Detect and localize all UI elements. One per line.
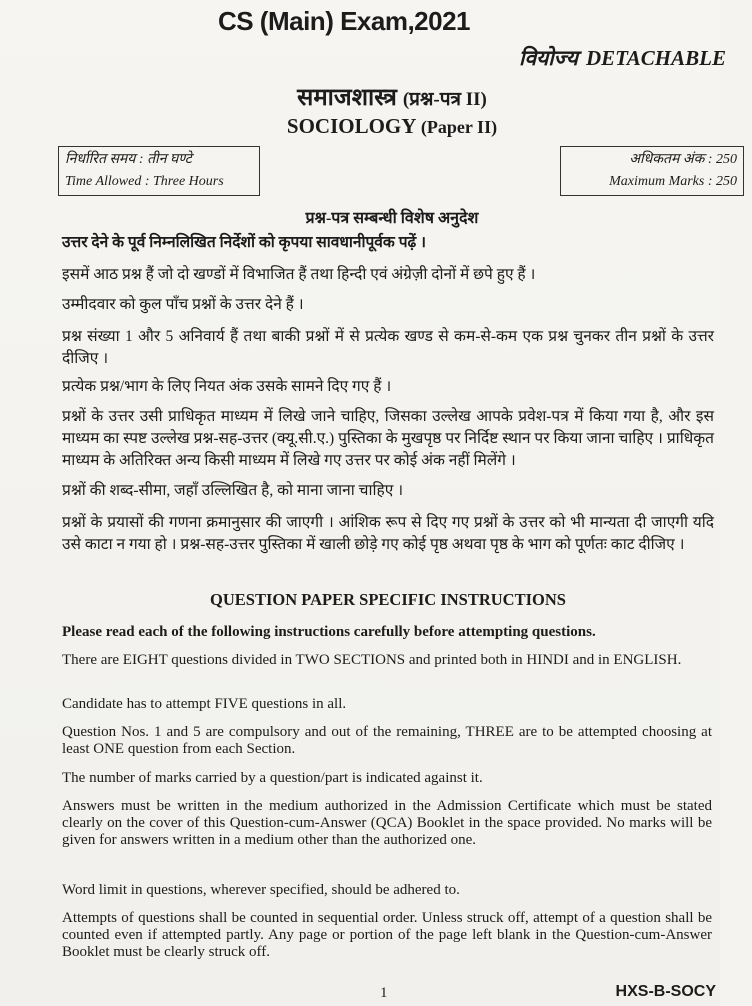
hindi-instruction-4: प्रत्येक प्रश्न/भाग के लिए नियत अंक उसके सामने दिए गए हैं । bbox=[62, 378, 392, 395]
time-allowed-hindi: निर्धारित समय : तीन घण्टे bbox=[65, 152, 192, 167]
hindi-instructions-heading: प्रश्न-पत्र सम्बन्धी विशेष अनुदेश bbox=[305, 210, 479, 227]
english-instruction-4: The number of marks carried by a question/part is indicated against it. bbox=[62, 770, 483, 786]
detachable-label-hindi: वियोज्य bbox=[519, 46, 578, 70]
hindi-instruction-7: प्रश्नों के प्रयासों की गणना क्रमानुसार की जाएगी । आंशिक रूप से दिए गए प्रश्नों के उत्तर को भी मान्यता दी जाएगी यदि उसे काटा न गया हो । प्रश्न-सह-उत्तर पुस्तिका में खाली छोड़े गए कोई पृष्ठ अथवा पृष्ठ के भाग को पूर्णतः काट दीजिए । bbox=[62, 514, 714, 553]
english-instructions-heading: QUESTION PAPER SPECIFIC INSTRUCTIONS bbox=[210, 590, 566, 609]
hindi-instruction-2: उम्मीदवार को कुल पाँच प्रश्नों के उत्तर देने हैं । bbox=[62, 296, 304, 313]
subject-name-english: SOCIOLOGY bbox=[286, 114, 416, 138]
paper-code: HXS-B-SOCY bbox=[615, 983, 716, 1000]
maximum-marks-box bbox=[560, 146, 744, 196]
english-instruction-5: Answers must be written in the medium authorized in the Admission Certificate which must be stated clearly on the cover of this Question-cum-Answer (QCA) Booklet in the space provided. No marks will be given for answers written in a medium other than the authorized one. bbox=[62, 798, 712, 848]
english-instruction-2: Candidate has to attempt FIVE questions in all. bbox=[62, 696, 347, 712]
english-instruction-6: Word limit in questions, wherever specified, should be adhered to. bbox=[62, 882, 460, 898]
page-number: 1 bbox=[380, 985, 388, 1001]
time-allowed-english: Time Allowed : Three Hours bbox=[65, 174, 224, 189]
paper-number-english: (Paper II) bbox=[420, 117, 498, 137]
subject-title-english bbox=[32, 114, 752, 139]
maximum-marks-english: Maximum Marks : 250 bbox=[609, 174, 737, 189]
english-instruction-1: There are EIGHT questions divided in TWO SECTIONS and printed both in HINDI and in ENGLISH. bbox=[62, 652, 682, 668]
detachable-label bbox=[519, 44, 726, 72]
subject-title-hindi bbox=[32, 80, 752, 113]
english-intro: Please read each of the following instructions carefully before attempting questions. bbox=[62, 624, 596, 640]
hindi-instruction-5: प्रश्नों के उत्तर उसी प्राधिकृत माध्यम में लिखे जाने चाहिए, जिसका उल्लेख आपके प्रवेश-पत्र में किया गया है, और इस माध्यम का स्पष्ट उल्लेख प्रश्न-सह-उत्तर (क्यू.सी.ए.) पुस्तिका के मुखपृष्ठ पर निर्दिष्ट स्थान पर किया जाना चाहिए । प्राधिकृत माध्यम के अतिरिक्त अन्य किसी माध्यम में लिखे गए उत्तर पर कोई अंक नहीं मिलेंगे । bbox=[62, 408, 714, 469]
paper-number-hindi: (प्रश्न-पत्र II) bbox=[402, 89, 487, 110]
hindi-instruction-3: प्रश्न संख्या 1 और 5 अनिवार्य हैं तथा बाकी प्रश्नों में से प्रत्येक खण्ड से कम-से-कम एक प्रश्न चुनकर तीन प्रश्नों के उत्तर दीजिए । bbox=[62, 328, 714, 367]
hindi-instruction-6: प्रश्नों की शब्द-सीमा, जहाँ उल्लिखित है, को माना जाना चाहिए । bbox=[62, 482, 404, 499]
exam-title: CS (Main) Exam,2021 bbox=[217, 6, 471, 36]
hindi-intro: उत्तर देने के पूर्व निम्नलिखित निर्देशों को कृपया सावधानीपूर्वक पढ़ें । bbox=[62, 234, 426, 251]
subject-name-hindi: समाजशास्त्र bbox=[297, 85, 397, 111]
time-allowed-box bbox=[58, 146, 260, 196]
maximum-marks-hindi: अधिकतम अंक : 250 bbox=[629, 152, 737, 167]
english-instruction-3: Question Nos. 1 and 5 are compulsory and out of the remaining, THREE are to be attempted choosing at least ONE question from each Section. bbox=[62, 724, 712, 757]
hindi-instruction-1: इसमें आठ प्रश्न हैं जो दो खण्डों में विभाजित हैं तथा हिन्दी एवं अंग्रेज़ी दोनों में छपे हुए हैं । bbox=[62, 266, 536, 283]
english-instruction-7: Attempts of questions shall be counted in sequential order. Unless struck off, attempt of a question shall be counted even if attempted partly. Any page or portion of the page left blank in the Question-cum-Answer Booklet must be clearly struck off. bbox=[62, 910, 712, 960]
detachable-label-english: DETACHABLE bbox=[585, 46, 726, 70]
